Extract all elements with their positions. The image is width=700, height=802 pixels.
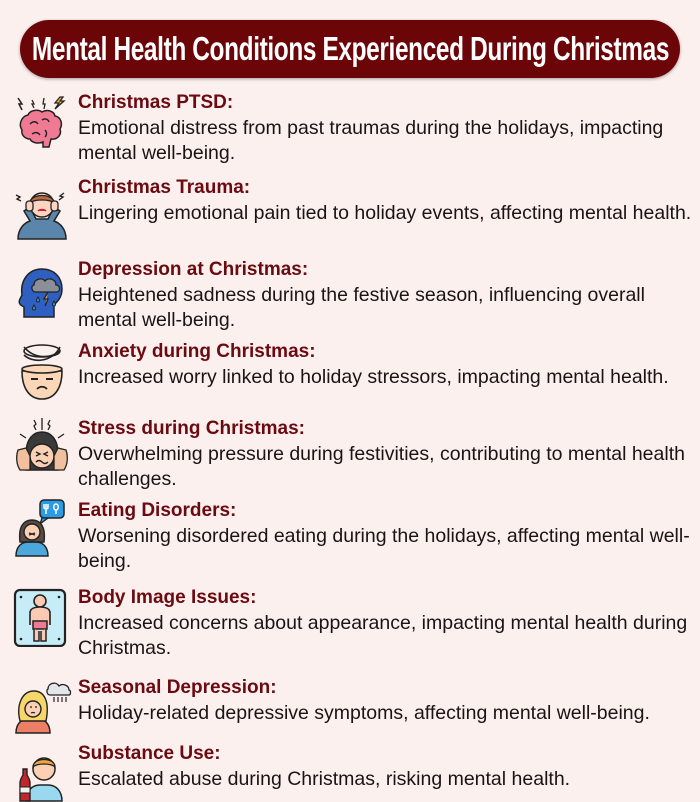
- condition-description: Increased concerns about appearance, impacting mental health during Christmas.: [78, 612, 688, 659]
- condition-heading: Body Image Issues:: [78, 587, 257, 608]
- head-storm-cloud-icon: [12, 261, 72, 321]
- condition-heading: Anxiety during Christmas:: [78, 341, 316, 362]
- condition-heading: Eating Disorders:: [78, 500, 237, 521]
- condition-description: Overwhelming pressure during festivities, contributing to mental health challenges.: [78, 443, 685, 490]
- condition-heading: Depression at Christmas:: [78, 259, 309, 280]
- page-title: Mental Health Conditions Experienced During Christmas: [31, 30, 669, 67]
- condition-heading: Substance Use:: [78, 743, 221, 764]
- condition-description: Worsening disordered eating during the holidays, affecting mental well-being.: [78, 525, 690, 572]
- condition-heading: Christmas Trauma:: [78, 177, 251, 198]
- person-fork-spoon-icon: [12, 498, 72, 558]
- condition-description: Holiday-related depressive symptoms, affecting mental well-being.: [78, 702, 650, 724]
- condition-heading: Stress during Christmas:: [78, 418, 305, 439]
- person-bottle-icon: [12, 743, 72, 802]
- condition-description: Increased worry linked to holiday stressors, impacting mental health.: [78, 366, 669, 388]
- dizzy-face-icon: [12, 341, 72, 401]
- condition-description: Heightened sadness during the festive season, influencing overall mental well-being.: [78, 284, 645, 331]
- body-mirror-icon: [12, 587, 72, 647]
- condition-description: Emotional distress from past traumas during the holidays, impacting mental well-being.: [78, 117, 664, 164]
- brain-lightning-icon: [12, 94, 72, 154]
- title-banner: [20, 20, 680, 78]
- condition-heading: Seasonal Depression:: [78, 677, 277, 698]
- condition-heading: Christmas PTSD:: [78, 92, 234, 113]
- condition-description: Escalated abuse during Christmas, risking mental health.: [78, 768, 571, 790]
- covering-ears-icon: [12, 418, 72, 478]
- stressed-person-icon: [12, 181, 72, 241]
- condition-description: Lingering emotional pain tied to holiday events, affecting mental health.: [78, 202, 692, 224]
- woman-rain-cloud-icon: [12, 675, 72, 735]
